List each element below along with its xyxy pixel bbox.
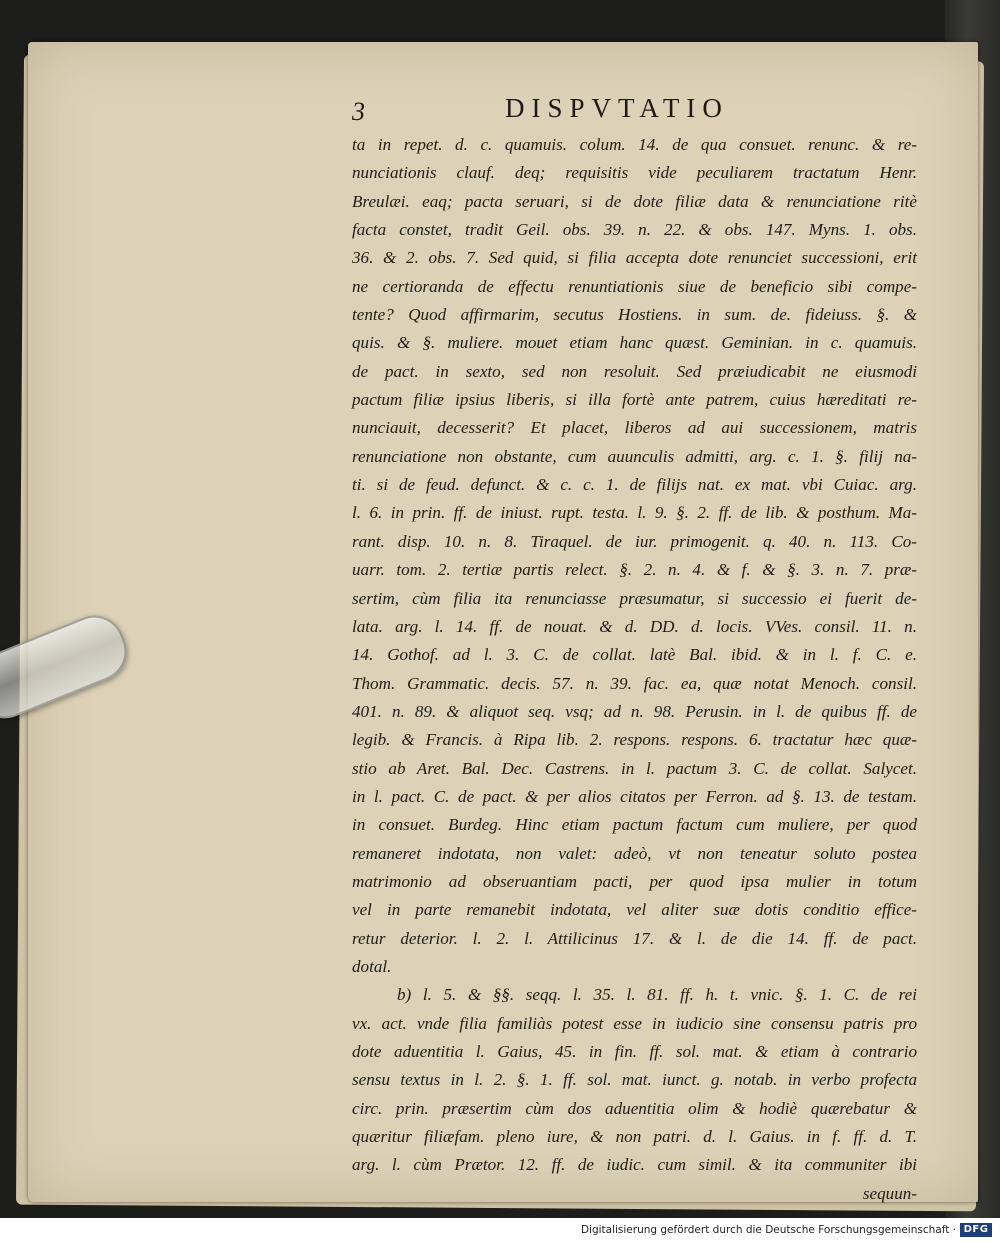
text-line: ti. si de feud. defunct. & c. c. 1. de filijs nat. ex mat. vbi Cuiac. arg. — [352, 475, 917, 495]
footer-credit: Digitalisierung gefördert durch die Deutsche Forschungsgemeinschaft · — [580, 1224, 956, 1236]
text-line: tente? Quod affirmarim, secutus Hostiens. in sum. de. fideiuss. §. & — [352, 305, 917, 325]
text-line: legib. & Francis. à Ripa lib. 2. respons. respons. 6. tractatur hæc quæ- — [352, 730, 917, 750]
text-line: in l. pact. C. de pact. & per alios citatos per Ferron. ad §. 13. de testam. — [352, 786, 917, 806]
text-line: vel in parte remanebit indotata, vel aliter suæ dotis conditio effice- — [352, 900, 917, 920]
text-line: quis. & §. muliere. mouet etiam hanc quæst. Geminian. in c. quamuis. — [352, 333, 917, 353]
dfg-logo: DFG — [960, 1223, 992, 1237]
text-line: matrimonio ad obseruantiam pacti, per quod ipsa mulier in totum — [352, 871, 917, 891]
text-line: ta in repet. d. c. quamuis. colum. 14. de qua consuet. renunc. & re- — [352, 135, 917, 154]
text-line: Breulæi. eaq; pacta seruari, si de dote filiæ data & renunciatione ritè — [352, 191, 917, 211]
text-line: facta constet, tradit Geil. obs. 39. n. 22. & obs. 147. Myns. 1. obs. — [352, 220, 917, 240]
text-line: ne certioranda de effectu renuntiationis siue de beneficio sibi compe- — [352, 276, 917, 296]
text-line: renunciatione non obstante, cum auunculis admitti, arg. c. 1. §. filij na- — [352, 446, 917, 466]
text-line: in consuet. Burdeg. Hinc etiam pactum factum cum muliere, per quod — [352, 815, 917, 835]
text-line: nunciationis clauf. deq; requisitis vide peculiarem tractatum Henr. — [352, 163, 917, 183]
text-line: Thom. Grammatic. decis. 57. n. 39. fac. ea, quæ notat Menoch. consil. — [352, 673, 917, 693]
text-line: 14. Gothof. ad l. 3. C. de collat. latè Bal. ibid. & in l. f. C. e. — [352, 645, 917, 665]
text-line: sertim, cùm filia ita renunciasse præsumatur, si successio ei fuerit de- — [352, 588, 917, 608]
text-line: uarr. tom. 2. tertiæ partis relect. §. 2. n. 4. & f. & §. 3. n. 7. præ- — [352, 560, 917, 580]
text-line: quæritur filiæfam. pleno iure, & non patri. d. l. Gaius. in f. ff. d. T. — [352, 1127, 917, 1147]
text-line: dote aduentitia l. Gaius, 45. in fin. ff. sol. mat. & etiam à contrario — [352, 1042, 917, 1061]
page-number: 3 — [352, 97, 365, 126]
text-line: sensu textus in l. 2. §. 1. ff. sol. mat. iunct. g. notab. in verbo profecta — [352, 1070, 917, 1090]
text-line: circ. prin. præsertim cùm dos aduentitia olim & hodiè quærebatur & — [352, 1098, 917, 1118]
text-line: stio ab Aret. Bal. Dec. Castrens. in l. pactum 3. C. de collat. Salycet. — [352, 758, 917, 778]
text-line: nunciauit, decesserit? Et placet, liberos ad aui successionem, matris — [352, 418, 917, 438]
catchword: sequun- — [862, 1183, 917, 1203]
text-line: retur deterior. l. 2. l. Attilicinus 17. & l. de die 14. ff. de pact. — [352, 928, 917, 948]
text-line: lata. arg. l. 14. ff. de nouat. & d. DD. d. locis. VVes. consil. 11. n. — [352, 616, 917, 636]
footnote-line: b) l. 5. & §§. seqq. l. 35. l. 81. ff. h. t. vnic. §. 1. C. de rei — [397, 985, 917, 1005]
text-line: vx. act. vnde filia familiàs potest esse in iudicio sine consensu patris pro — [352, 1013, 917, 1033]
text-line: 401. n. 89. & aliquot seq. vsq; ad n. 98. Perusin. in l. de quibus ff. de — [352, 701, 917, 721]
text-line: dotal. — [352, 956, 392, 976]
text-line: arg. l. cùm Prætor. 12. ff. de iudic. cum simil. & ita communiter ibi — [352, 1155, 917, 1175]
text-line: remaneret indotata, non valet: adeò, vt non teneatur soluto postea — [352, 843, 917, 863]
text-line: 36. & 2. obs. 7. Sed quid, si filia accepta dote renunciet successioni, erit — [352, 248, 917, 268]
text-line: rant. disp. 10. n. 8. Tiraquel. de iur. primogenit. q. 40. n. 113. Co- — [352, 531, 917, 551]
text-line: l. 6. in prin. ff. de iniust. rupt. testa. l. 9. §. 2. ff. de lib. & posthum. Ma- — [352, 503, 917, 523]
running-head: DISPVTATIO — [505, 93, 729, 123]
text-line: pactum filiæ ipsius liberis, si illa fortè ante patrem, cuius hæreditati re- — [352, 390, 917, 410]
text-line: de pact. in sexto, sed non resoluit. Sed præiudicabit ne eiusmodi — [352, 361, 917, 381]
body-text — [352, 131, 917, 1208]
